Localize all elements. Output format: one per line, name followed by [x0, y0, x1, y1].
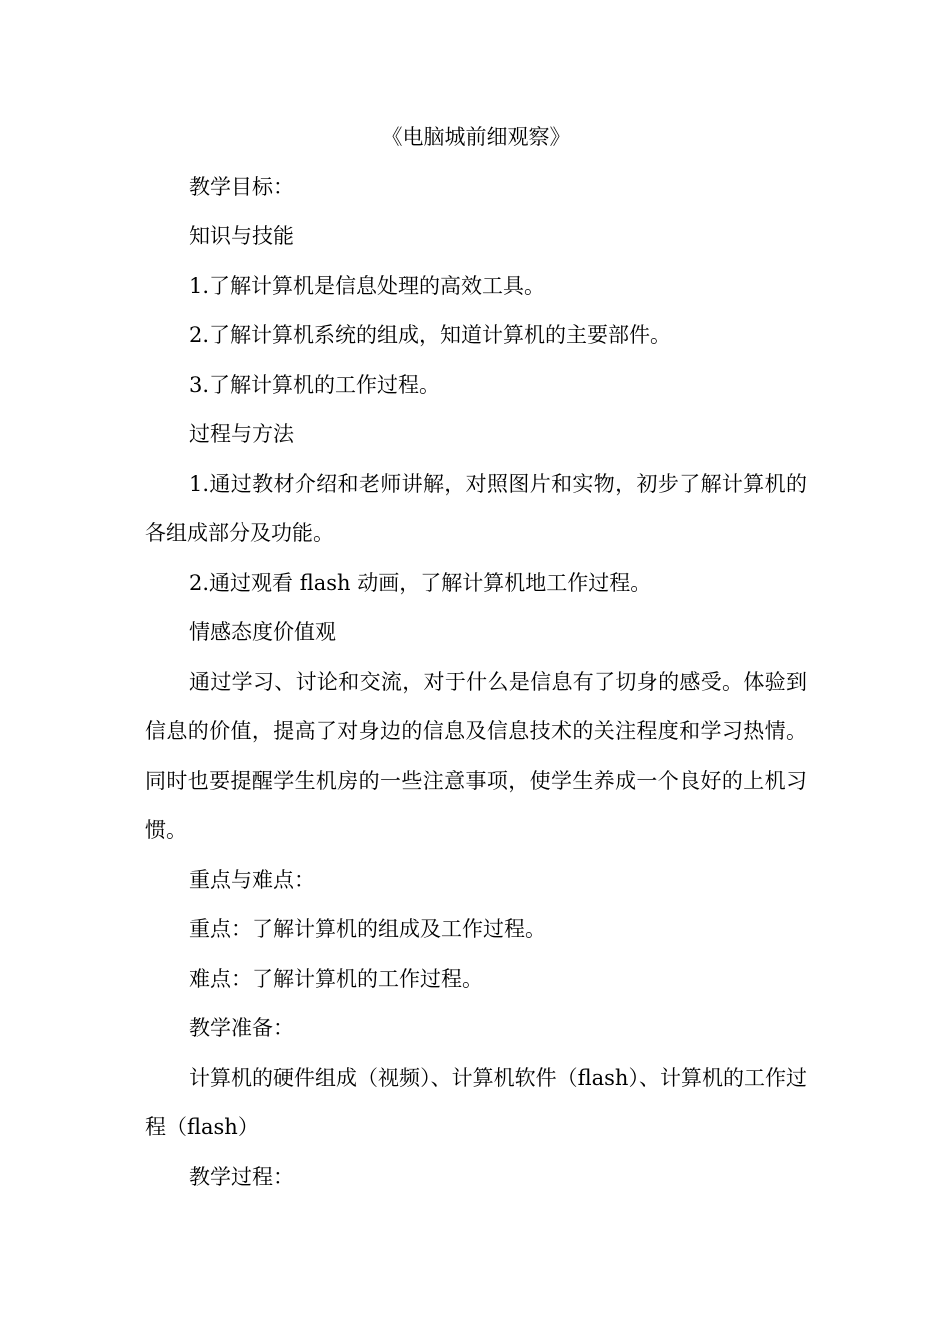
subheading-process-methods: 过程与方法	[189, 422, 294, 446]
difficult-point-text: 难点：了解计算机的工作过程。	[189, 966, 483, 991]
document-title: 《电脑城前细观察》	[381, 125, 571, 149]
section-heading-preparation: 教学准备：	[189, 1016, 294, 1040]
preparation-text: 计算机的硬件组成（视频）、计算机软件（flash）、计算机的工作过程（flash）	[145, 1065, 807, 1139]
document-body	[145, 113, 807, 1202]
list-item: 2.了解计算机系统的组成，知道计算机的主要部件。	[189, 323, 672, 347]
list-item: 1.了解计算机是信息处理的高效工具。	[189, 273, 546, 298]
list-item: 3.了解计算机的工作过程。	[189, 372, 441, 397]
list-item: 2.通过观看 flash 动画，了解计算机地工作过程。	[189, 570, 652, 595]
section-heading-key-points: 重点与难点：	[189, 867, 315, 892]
section-heading-teaching-goals: 教学目标：	[189, 174, 294, 199]
key-point-text: 重点：了解计算机的组成及工作过程。	[189, 917, 546, 941]
subheading-knowledge-skills: 知识与技能	[189, 224, 294, 248]
section-heading-teaching-process: 教学过程：	[189, 1164, 294, 1189]
subheading-emotion-attitude-values: 情感态度价值观	[189, 620, 336, 644]
list-item: 1.通过教材介绍和老师讲解，对照图片和实物，初步了解计算机的各组成部分及功能。	[145, 471, 807, 545]
body-paragraph: 通过学习、讨论和交流，对于什么是信息有了切身的感受。体验到信息的价值，提高了对身边的信息及信息技术的关注程度和学习热情。同时也要提醒学生机房的一些注意事项，使学生养成一个良好的上机习惯。	[145, 669, 807, 842]
